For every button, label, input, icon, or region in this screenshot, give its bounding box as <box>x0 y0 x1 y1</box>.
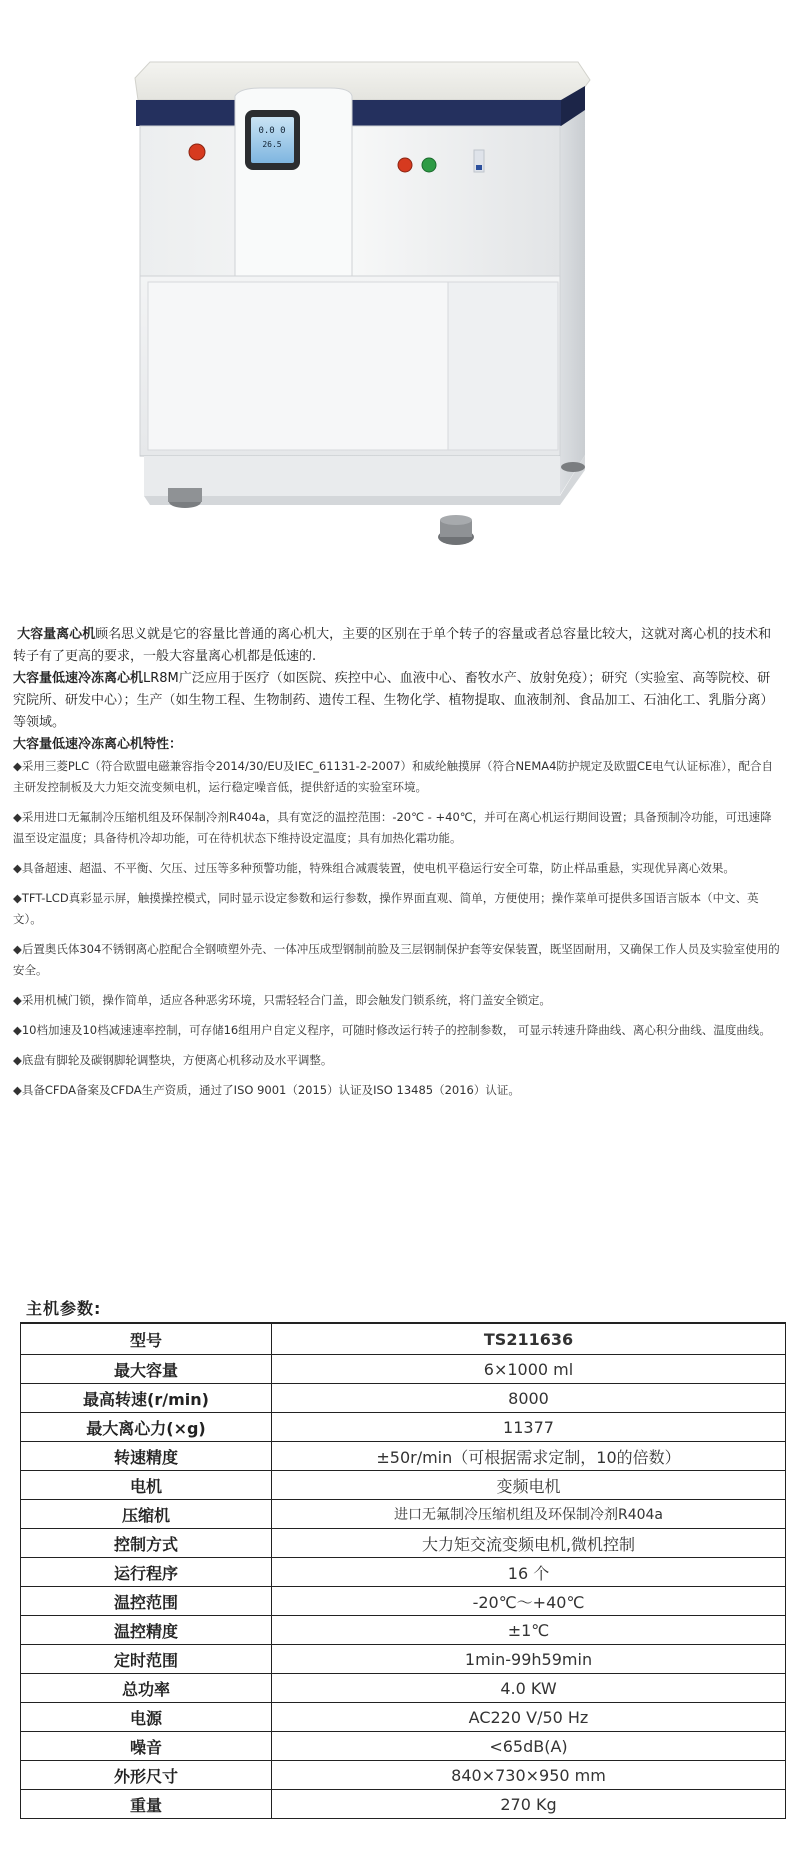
table-row <box>21 1732 786 1761</box>
spec-title: 主机参数: <box>26 1299 102 1318</box>
spec-key: 定时范围 <box>21 1645 272 1674</box>
spec-key: 型号 <box>21 1323 272 1355</box>
table-row <box>21 1323 786 1355</box>
red-button-right <box>398 158 412 172</box>
spec-value: 16 个 <box>272 1558 786 1587</box>
table-row <box>21 1471 786 1500</box>
svg-text:0.0 0: 0.0 0 <box>258 126 286 136</box>
spec-key: 外形尺寸 <box>21 1761 272 1790</box>
feature-item: ◆10档加速及10档减速速率控制，可存储16组用户自定义程序，可随时修改运行转子的控制参数， 可显示转速升降曲线、离心积分曲线、温度曲线。 <box>13 1023 771 1037</box>
spec-key: 电机 <box>21 1471 272 1500</box>
table-row <box>21 1790 786 1819</box>
spec-value: 270 Kg <box>272 1790 786 1819</box>
spec-value: 变频电机 <box>272 1471 786 1500</box>
spec-value: 840×730×950 mm <box>272 1761 786 1790</box>
spec-key: 压缩机 <box>21 1500 272 1529</box>
intro-paragraph-2 <box>13 668 783 734</box>
intro-strong-1: 大容量离心机 <box>17 627 96 642</box>
spec-value: -20℃～+40℃ <box>272 1587 786 1616</box>
table-row <box>21 1355 786 1384</box>
table-row <box>21 1442 786 1471</box>
feature-item: ◆具备超速、超温、不平衡、欠压、过压等多种预警功能，特殊组合减震装置，使电机平稳运行安全可靠，防止样品重悬，实现优异离心效果。 <box>13 861 735 875</box>
spec-value: ±1℃ <box>272 1616 786 1645</box>
spec-key: 电源 <box>21 1703 272 1732</box>
table-row <box>21 1587 786 1616</box>
spec-key: 最大离心力(×g) <box>21 1413 272 1442</box>
feature-item: ◆后置奥氏体304不锈钢离心腔配合全钢喷塑外壳、一体冲压成型钢制前脸及三层钢制保护套等安保装置，既坚固耐用，又确保工作人员及实验室使用的安全。 <box>13 942 780 977</box>
table-row <box>21 1529 786 1558</box>
intro-strong-2: 大容量低速冷冻离心机 <box>13 671 144 686</box>
spec-value: 大力矩交流变频电机,微机控制 <box>272 1529 786 1558</box>
feature-item: ◆采用机械门锁，操作简单，适应各种恶劣环境，只需轻轻合门盖，即会触发门锁系统，将门盖安全锁定。 <box>13 993 551 1007</box>
table-row <box>21 1645 786 1674</box>
spec-value: 4.0 KW <box>272 1674 786 1703</box>
intro-paragraph-1 <box>13 624 783 668</box>
spec-key: 转速精度 <box>21 1442 272 1471</box>
spec-table <box>20 1322 786 1819</box>
centrifuge-illustration <box>0 0 800 600</box>
table-row <box>21 1674 786 1703</box>
table-row <box>21 1384 786 1413</box>
spec-value: 11377 <box>272 1413 786 1442</box>
spec-key: 重量 <box>21 1790 272 1819</box>
svg-text:26.5: 26.5 <box>262 140 282 149</box>
spec-value: 8000 <box>272 1384 786 1413</box>
table-row <box>21 1761 786 1790</box>
table-row <box>21 1500 786 1529</box>
spec-value: 6×1000 ml <box>272 1355 786 1384</box>
spec-key: 最高转速(r/min) <box>21 1384 272 1413</box>
spec-key: 控制方式 <box>21 1529 272 1558</box>
spec-value: AC220 V/50 Hz <box>272 1703 786 1732</box>
spec-value: TS211636 <box>272 1323 786 1355</box>
feature-item: ◆TFT-LCD真彩显示屏，触摸操控模式，同时显示设定参数和运行参数，操作界面直观、简单，方便使用；操作菜单可提供多国语言版本（中文、英文）。 <box>13 891 759 926</box>
feature-item: ◆具备CFDA备案及CFDA生产资质，通过了ISO 9001（2015）认证及ISO 13485（2016）认证。 <box>13 1083 520 1097</box>
feature-item: ◆底盘有脚轮及碳钢脚轮调整块，方便离心机移动及水平调整。 <box>13 1053 333 1067</box>
features-heading: 大容量低速冷冻离心机特性： <box>13 737 183 752</box>
product-image <box>0 0 800 600</box>
spec-value: <65dB(A) <box>272 1732 786 1761</box>
table-row <box>21 1703 786 1732</box>
spec-key: 噪音 <box>21 1732 272 1761</box>
intro-text-2: LR8M广泛应用于医疗（如医院、疾控中心、血液中心、畜牧水产、放射免疫）；研究（实验室、高等院校、研究院所、研发中心）；生产（如生物工程、生物制药、遗传工程、生物化学、植物提取、血液制剂、食品加工、石油化工、乳脂分离）等领域。 <box>13 671 774 730</box>
spec-value: ±50r/min（可根据需求定制，10的倍数） <box>272 1442 786 1471</box>
feature-item: ◆采用进口无氟制冷压缩机组及环保制冷剂R404a，具有宽泛的温控范围：-20℃ - +40℃，并可在离心机运行期间设置；具备预制冷功能，可迅速降温至设定温度；具备待机冷却功能，可在待机状态下维持设定温度；具有加热化霜功能。 <box>13 810 772 845</box>
intro-text-1: 顾名思义就是它的容量比普通的离心机大，主要的区别在于单个转子的容量或者总容量比较大，这就对离心机的技术和转子有了更高的要求，一般大容量离心机都是低速的. <box>13 627 772 664</box>
spec-value: 进口无氟制冷压缩机组及环保制冷剂R404a <box>272 1500 786 1529</box>
feature-list <box>13 756 783 1101</box>
product-description <box>13 624 783 1110</box>
table-row <box>21 1616 786 1645</box>
red-button-left <box>189 144 205 160</box>
table-row <box>21 1413 786 1442</box>
feature-item: ◆采用三菱PLC（符合欧盟电磁兼容指令2014/30/EU及IEC_61131-2-2007）和威纶触摸屏（符合NEMA4防护规定及欧盟CE电气认证标准），配合自主研发控制板及大力矩交流变频电机，运行稳定噪音低，提供舒适的实验室环境。 <box>13 759 773 794</box>
table-row <box>21 1558 786 1587</box>
spec-key: 总功率 <box>21 1674 272 1703</box>
spec-key: 温控精度 <box>21 1616 272 1645</box>
spec-key: 运行程序 <box>21 1558 272 1587</box>
spec-key: 最大容量 <box>21 1355 272 1384</box>
spec-value: 1min-99h59min <box>272 1645 786 1674</box>
green-button <box>422 158 436 172</box>
spec-key: 温控范围 <box>21 1587 272 1616</box>
